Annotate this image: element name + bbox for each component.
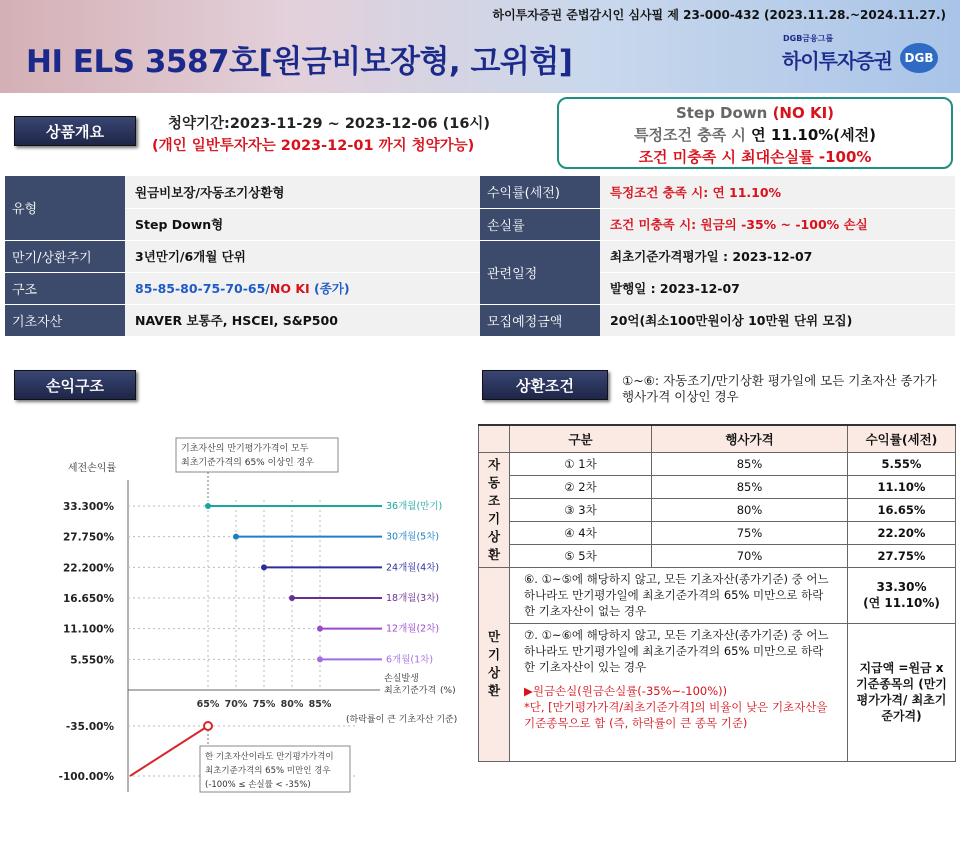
x-tick-label: 80%: [280, 699, 304, 710]
row-4-no: ④ 4차: [510, 521, 652, 544]
header-banner: [0, 0, 960, 93]
amount-header: 모집예정금액: [480, 304, 600, 336]
condition-6-rate: [848, 567, 956, 623]
y-tick-label: -100.00%: [58, 771, 114, 783]
vertical-char: 기: [487, 647, 501, 662]
vertical-char: 동: [487, 474, 501, 490]
x-tick-label: 85%: [308, 699, 332, 710]
row-5-rate: 27.75%: [848, 544, 956, 567]
row-2-no: ② 2차: [510, 475, 652, 498]
payoff-chart: [10, 420, 460, 800]
y-tick-label: 27.750%: [62, 531, 114, 544]
x-tick-label: 75%: [252, 699, 276, 710]
underlying-value: NAVER 보통주, HSCEI, S&P500: [125, 304, 480, 336]
x-axis-title-1: 손실발생: [384, 674, 419, 684]
vertical-char: 만: [487, 629, 501, 644]
group-logo-text: DGB금융그룹: [783, 34, 834, 43]
vertical-char: 상: [487, 528, 501, 544]
type-value-2: Step Down형: [125, 208, 480, 240]
schedule-header: 관련일정: [480, 240, 600, 304]
type-header: 유형: [5, 176, 125, 240]
series-label: 36개월(만기): [386, 501, 443, 512]
page-title: HI ELS 3587호[원금비보장형, 고위험]: [26, 44, 573, 80]
y-tick-label: 5.550%: [70, 654, 114, 667]
structure-barriers: 85-85-80-75-70-65/: [135, 281, 270, 296]
bottom-note: [200, 746, 350, 792]
schedule-value-2: 발행일 : 2023-12-07: [600, 272, 955, 304]
row-3-strike: 80%: [652, 498, 848, 521]
x-tick-label: 70%: [224, 699, 248, 710]
vertical-char: 조: [487, 492, 501, 508]
col-header-strike: 행사가격: [652, 425, 848, 452]
row-3-rate: 16.65%: [848, 498, 956, 521]
row-5-strike: 70%: [652, 544, 848, 567]
y-tick-label: 16.650%: [62, 593, 114, 605]
row-5-no: ⑤ 5차: [510, 544, 652, 567]
row-1-strike: 85%: [652, 452, 848, 475]
x-tick-label: 65%: [196, 699, 220, 710]
underlying-header: 기초자산: [5, 304, 125, 336]
compliance-permit: 하이투자증권 준법감시인 심사필 제 23-000-432 (2023.11.28.~2024.11.27.): [492, 8, 946, 22]
x-tick-labels: [197, 699, 332, 710]
vertical-char: 기: [487, 510, 501, 526]
maturity-header: 만기/상환주기: [5, 240, 125, 272]
series-start-point: [205, 503, 211, 509]
amount-value: 20억(최소100만원이상 10만원 단위 모집): [600, 304, 955, 336]
series-start-point: [317, 626, 323, 632]
y-axis-title: 세전손익률: [67, 463, 117, 474]
row-3-no: ③ 3차: [510, 498, 652, 521]
retail-subscription-note: (개인 일반투자자는 2023-12-01 까지 청약가능): [152, 138, 475, 154]
y-tick-label: 22.200%: [62, 562, 114, 575]
structure-value: [125, 272, 480, 304]
col-header-division: 구분: [510, 425, 652, 452]
series-start-point: [317, 656, 323, 662]
chart-background: [10, 420, 460, 800]
vertical-char: 자: [487, 456, 501, 472]
loss-value: 조건 미충족 시: 원금의 -35% ~ -100% 손실: [600, 208, 955, 240]
early-redemption-label: [479, 452, 510, 567]
vertical-char: 환: [487, 546, 501, 562]
condition-7-text: ⑦. ①~⑥에 해당하지 않고, 모든 기초자산(종가기준) 중 어느 하나라도 만기평가일에 최초기준가격의 65% 미만으로 하락한 기초자산이 있는 경우: [524, 627, 829, 674]
condition-7-payment: 지급액 =원금 x 기준종목의 (만기평가가격/ 최초기준가격): [848, 623, 956, 761]
vertical-char: 상: [487, 665, 501, 680]
return-header: 수익률(세전): [480, 176, 600, 208]
row-2-rate: 11.10%: [848, 475, 956, 498]
series-label: 12개월(2차): [386, 623, 440, 635]
ki-stepdown: Step Down: [675, 104, 773, 122]
ki-condition: 특정조건 충족 시: [634, 126, 752, 144]
bottom-note-line-3: (-100% ≤ 손실률 < -35%): [205, 780, 311, 790]
dgb-logo-icon: DGB: [900, 43, 938, 73]
vertical-char: 환: [487, 683, 501, 698]
ki-noki: (NO KI): [772, 104, 835, 122]
condition-7-note: *단, [만기평가가격/최초기준가격]의 비율이 낮은 기초자산을 기준종목으로 함 (즉, 하락률이 큰 종목 기준): [524, 699, 828, 730]
ki-line-3: 조건 미충족 시 최대손실률 -100%: [638, 148, 872, 166]
row-4-rate: 22.20%: [848, 521, 956, 544]
series-label: 6개월(1차): [386, 654, 434, 666]
schedule-value-1: 최초기준가격평가일 : 2023-12-07: [600, 240, 955, 272]
return-value: 특정조건 충족 시: 연 11.10%: [600, 176, 955, 208]
x-axis-note: (하락률이 큰 기초자산 기준): [346, 715, 458, 725]
x-axis-title-3: (%): [440, 686, 456, 696]
row-1-rate: 5.55%: [848, 452, 956, 475]
redemption-conditions-table: [478, 424, 956, 762]
condition-6-rate-total: 33.30%: [876, 580, 927, 594]
product-overview-table: [5, 176, 955, 337]
early-redemption-text: [479, 456, 509, 564]
type-value-1: 원금비보장/자동조기상환형: [125, 176, 480, 208]
condition-6-rate-annual: (연 11.10%): [863, 596, 940, 610]
structure-close: (종가): [309, 281, 350, 296]
condition-7-cell: [510, 623, 848, 761]
bottom-note-line-2: 최초기준가격의 65% 미만인 경우: [205, 766, 331, 776]
y-tick-label: -35.00%: [65, 721, 114, 733]
series-start-point: [289, 595, 295, 601]
series-label: 24개월(4차): [386, 562, 440, 574]
series-label: 30개월(5차): [386, 531, 440, 543]
loss-header: 손실률: [480, 208, 600, 240]
top-note-line-1: 기초자산의 만기평가가격이 모두: [181, 444, 309, 454]
subscription-period: 청약기간:2023-11-29 ~ 2023-12-06 (16시): [168, 116, 491, 132]
series-start-point: [233, 534, 239, 540]
ki-rate: 연 11.10%(세전): [751, 126, 876, 144]
x-axis-title-2: 최초기준가격: [384, 686, 437, 696]
section-label-payoff: 손익구조: [14, 370, 136, 400]
maturity-redemption-label: [479, 567, 510, 761]
series-start-point: [261, 564, 267, 570]
ki-line-2: [559, 124, 951, 146]
loss-line-endpoint: [204, 722, 212, 730]
condition-6-text: ⑥. ①~⑤에 해당하지 않고, 모든 기초자산(종가기준) 중 어느 하나라도 만기평가일에 최초기준가격의 65% 미만으로 하락한 기초자산이 없는 경우: [510, 567, 848, 623]
row-2-strike: 85%: [652, 475, 848, 498]
section-label-conditions: 상환조건: [482, 370, 608, 400]
maturity-redemption-text: [479, 628, 509, 700]
section-label-overview: 상품개요: [14, 116, 136, 146]
y-tick-label: 33.300%: [62, 501, 114, 513]
structure-noki: NO KI: [269, 281, 310, 296]
series-label: 18개월(3차): [386, 593, 440, 604]
knock-in-summary-box: [557, 97, 953, 169]
conditions-note: ①~⑥: 자동조기/만기상환 평가일에 모든 기초자산 종가가 행사가격 이상인 경우: [622, 373, 937, 404]
bottom-note-line-1: 한 기초자산이라도 만기평가가격이: [205, 752, 334, 762]
company-logo: 하이투자증권: [782, 49, 892, 73]
top-note-line-2: 최초기준가격의 65% 이상인 경우: [181, 458, 314, 468]
y-tick-label: 11.100%: [62, 623, 114, 636]
row-1-no: ① 1차: [510, 452, 652, 475]
col-header-rate: 수익률(세전): [848, 425, 956, 452]
corner-cell: [479, 425, 510, 452]
ki-line-1: [559, 102, 951, 124]
condition-7-loss: ▶원금손실(원금손실률(-35%~-100%)): [524, 683, 728, 698]
structure-header: 구조: [5, 272, 125, 304]
row-4-strike: 75%: [652, 521, 848, 544]
maturity-value: 3년만기/6개월 단위: [125, 240, 480, 272]
